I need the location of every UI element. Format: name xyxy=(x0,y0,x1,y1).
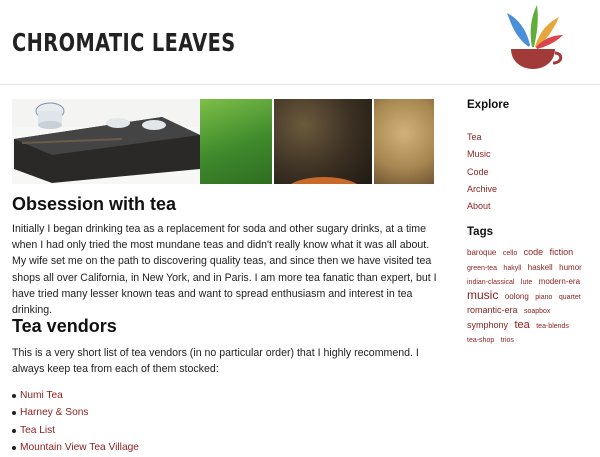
tag-link-tea[interactable]: tea xyxy=(514,318,530,331)
nav-link-tea[interactable]: Tea xyxy=(467,132,482,142)
tags-title: Tags xyxy=(467,226,493,238)
vendor-list xyxy=(12,387,139,457)
tag-link-oolong[interactable]: oolong xyxy=(504,291,529,301)
vendors-paragraph: This is a very short list of tea vendors (in no particular order) that I highly recommend. I always keep tea from each of them stocked: xyxy=(12,347,419,376)
explore-nav xyxy=(467,129,497,215)
green-tea-leaves-photo xyxy=(200,99,272,184)
tag-link-indian-classical[interactable]: indian-classical xyxy=(467,279,515,286)
tag-link-baroque[interactable]: baroque xyxy=(467,248,497,257)
oolong-leaves-photo xyxy=(274,99,372,184)
tag-link-tea-blends[interactable]: tea-blends xyxy=(536,322,569,330)
explore-title: Explore xyxy=(467,99,510,111)
tag-link-romantic-era[interactable]: romantic-era xyxy=(467,305,518,315)
tag-link-hakyll[interactable]: hakyll xyxy=(503,264,522,272)
vendor-link-numi[interactable]: Numi Tea xyxy=(20,390,63,401)
tag-link-music[interactable]: music xyxy=(467,287,499,302)
tag-link-trios[interactable]: trios xyxy=(500,337,514,344)
list-item xyxy=(12,404,139,421)
nav-link-about[interactable]: About xyxy=(467,201,491,212)
obsession-paragraph: Initially I began drinking tea as a replacement for soda and other sugary drinks, at a time when I had only tried the most mundane teas and didn't really know what it was all about. My wife set me on the path to discovering quality teas, and since then we have visited tea shops all over California, in New York, and in Paris. I am more tea fanatic than expert, but I have tried many lesser known teas and want to spread enthusiasm and interest in tea drinking. xyxy=(12,223,437,317)
tag-link-haskell[interactable]: haskell xyxy=(527,262,553,272)
site-title-link[interactable]: CHROMATIC LEAVES xyxy=(12,28,236,57)
nav-link-archive[interactable]: Archive xyxy=(467,183,498,194)
tag-link-green-tea[interactable]: green-tea xyxy=(467,264,497,272)
tag-link-humor[interactable]: humor xyxy=(559,262,582,272)
obsession-heading: Obsession with tea xyxy=(12,194,177,214)
tag-link-piano[interactable]: piano xyxy=(535,293,553,301)
site-header xyxy=(0,0,600,85)
nav-link-music[interactable]: Music xyxy=(467,149,491,160)
nav-link-code[interactable]: Code xyxy=(467,166,489,177)
tag-link-modern-era[interactable]: modern-era xyxy=(538,277,581,286)
tag-cloud xyxy=(467,245,595,347)
tag-link-tea-shop[interactable]: tea-shop xyxy=(467,337,495,344)
tag-link-soapbox[interactable]: soapbox xyxy=(523,308,551,315)
vendor-link-mountain-view[interactable]: Mountain View Tea Village xyxy=(20,442,139,454)
vendor-link-harney[interactable]: Harney & Sons xyxy=(20,407,89,419)
tag-link-lute[interactable]: lute xyxy=(520,279,533,286)
list-item xyxy=(12,439,139,456)
white-tea-leaves-photo xyxy=(374,99,434,184)
tag-link-code[interactable]: code xyxy=(523,247,544,257)
sidebar xyxy=(467,99,595,344)
tea-cup-logo-icon xyxy=(505,3,565,71)
tag-link-cello[interactable]: cello xyxy=(502,250,518,257)
vendors-heading: Tea vendors xyxy=(12,316,117,336)
tag-link-symphony[interactable]: symphony xyxy=(467,319,509,330)
list-item xyxy=(12,422,139,439)
tag-link-fiction[interactable]: fiction xyxy=(549,247,574,257)
vendor-link-tea-list[interactable]: Tea List xyxy=(20,424,56,436)
tea-photo-strip xyxy=(12,99,434,184)
tea-tray-photo xyxy=(12,99,200,184)
list-item xyxy=(12,387,139,404)
tag-link-quartet[interactable]: quartet xyxy=(558,293,581,301)
main-content xyxy=(12,99,442,454)
